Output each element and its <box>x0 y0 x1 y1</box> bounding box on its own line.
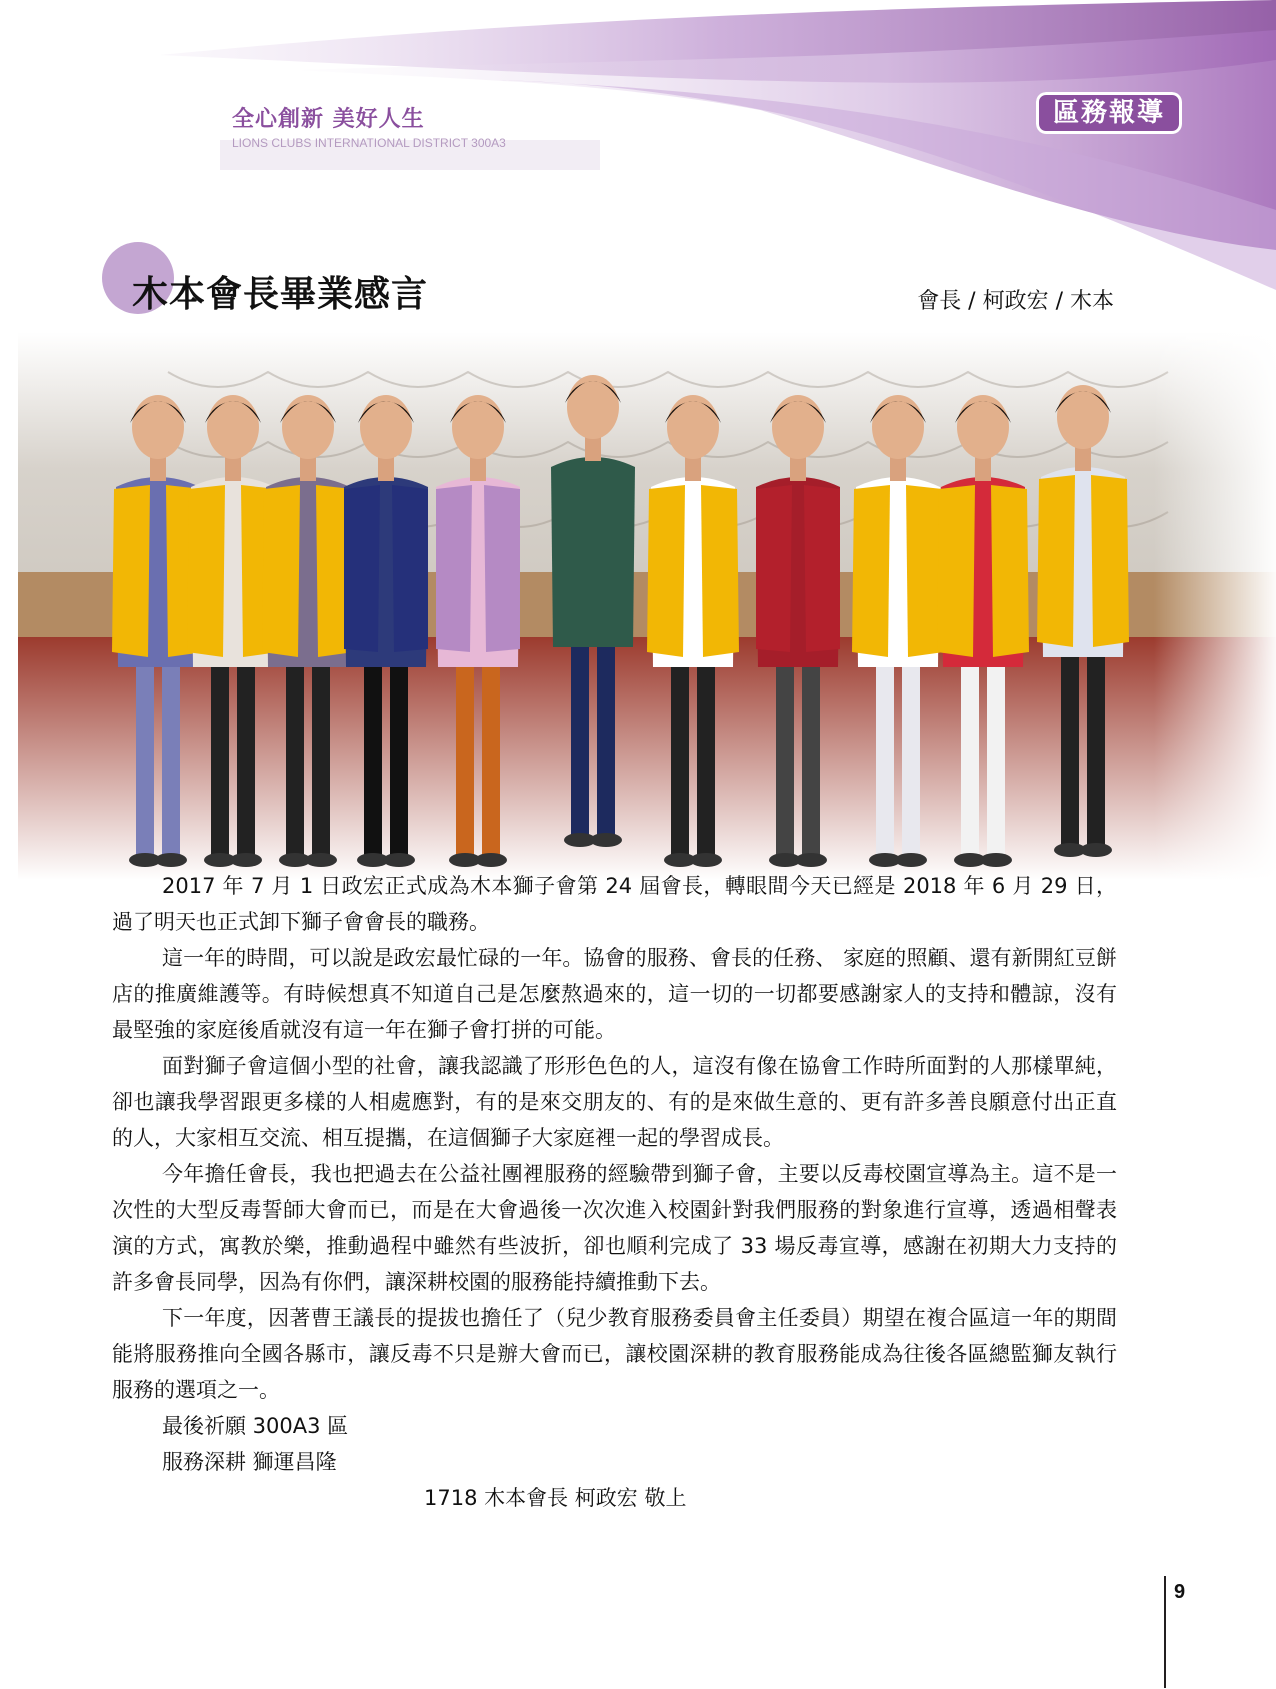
article-paragraph: 下一年度，因著曹王議長的提拔也擔任了（兒少教育服務委員會主任委員）期望在複合區這一年的期間能將服務推向全國各縣市，讓反毒不只是辦大會而已，讓校園深耕的教育服務能成為往後各區總監獅友執行服務的選項之一。 <box>112 1306 1117 1402</box>
article-paragraph: 2017 年 7 月 1 日政宏正式成為木本獅子會第 24 屆會長，轉眼間今天已經是 2018 年 6 月 29 日，過了明天也正式卸下獅子會會長的職務。 <box>112 874 1117 934</box>
closing-line: 最後祈願 300A3 區 <box>162 1414 349 1438</box>
header-subtitle: LIONS CLUBS INTERNATIONAL DISTRICT 300A3 <box>232 136 506 150</box>
article-paragraph: 這一年的時間，可以說是政宏最忙碌的一年。協會的服務、會長的任務、 家庭的照顧、還有新開紅豆餅店的推廣維護等。有時候想真不知道自己是怎麼熬過來的，這一切的一切都要感謝家人的支持和體諒，沒有最堅強的家庭後盾就沒有這一年在獅子會打拼的可能。 <box>112 946 1117 1042</box>
group-photo <box>18 332 1276 880</box>
header-slogan: 全心創新 美好人生 <box>232 107 425 132</box>
article-body <box>112 868 1117 1516</box>
article-byline: 會長 / 柯政宏 / 木本 <box>917 289 1114 314</box>
closing-line: 服務深耕 獅運昌隆 <box>162 1450 337 1474</box>
page-rule <box>1164 1576 1166 1688</box>
header-swoosh <box>0 0 1276 300</box>
article-paragraph: 面對獅子會這個小型的社會，讓我認識了形形色色的人，這沒有像在協會工作時所面對的人那樣單純，卻也讓我學習跟更多樣的人相處應對，有的是來交朋友的、有的是來做生意的、更有許多善良願意付出正直的人，大家相互交流、相互提攜，在這個獅子大家庭裡一起的學習成長。 <box>112 1054 1117 1150</box>
article-title: 木本會長畢業感言 <box>132 274 429 315</box>
article-paragraph: 今年擔任會長，我也把過去在公益社團裡服務的經驗帶到獅子會，主要以反毒校園宣導為主。這不是一次性的大型反毒誓師大會而已，而是在大會過後一次次進入校園針對我們服務的對象進行宣導，透過相聲表演的方式，寓教於樂，推動過程中雖然有些波折，卻也順利完成了 33 場反毒宣導，感謝在初期大力支持的許多會長同學，因為有你們，讓深耕校園的服務能持續推動下去。 <box>112 1162 1117 1294</box>
page-number: 9 <box>1174 1581 1186 1603</box>
signature: 1718 木本會長 柯政宏 敬上 <box>424 1486 687 1510</box>
section-tag: 區務報導 <box>1036 92 1182 134</box>
